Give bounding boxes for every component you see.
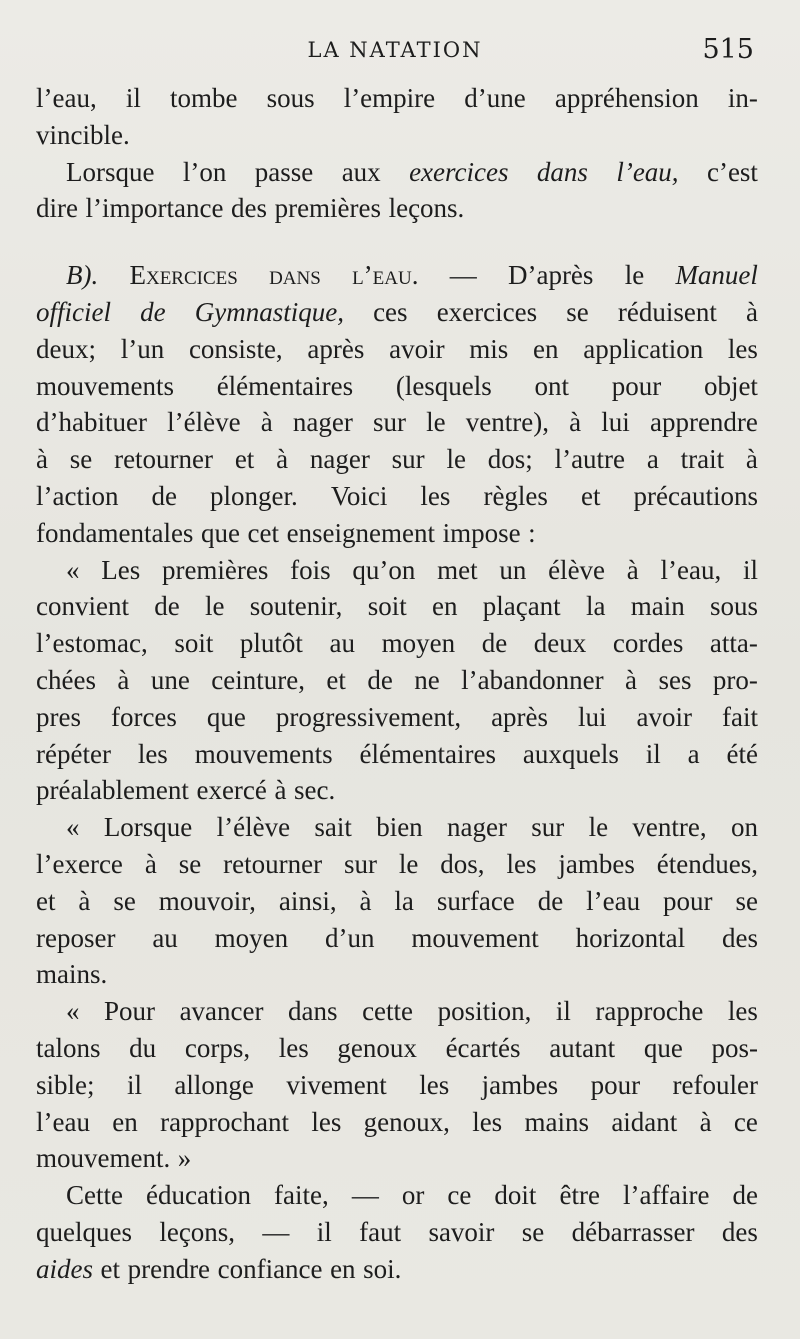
text-line: quelques leçons, — il faut savoir se débarrasser des: [36, 1216, 758, 1247]
text-line: officiel de Gymnastique, ces exercices se réduisent à: [36, 296, 758, 327]
text-line: d’habituer l’élève à nager sur le ventre), à lui apprendre: [36, 407, 758, 438]
text-line: vincible.: [36, 119, 130, 150]
text-line: B). Exercices dans l’eau. — D’après le Manuel: [66, 260, 758, 291]
text-line: Cette éducation faite, — or ce doit être l’affaire de: [66, 1180, 758, 1211]
text-line: mains.: [36, 959, 108, 990]
paragraph-gap: [36, 227, 758, 257]
text-line: « Les premières fois qu’on met un élève à l’eau, il: [66, 554, 758, 585]
text-line: l’exerce à se retourner sur le dos, les jambes étendues,: [36, 848, 758, 879]
text-line: « Pour avancer dans cette position, il rapproche les: [66, 996, 758, 1027]
text-line: aides et prendre confiance en soi.: [36, 1253, 402, 1284]
text-line: répéter les mouvements élémentaires auxquels il a été: [36, 738, 758, 769]
text-line: et à se mouvoir, ainsi, à la surface de l’eau pour se: [36, 885, 758, 916]
page-number: 515: [702, 34, 754, 65]
text-line: convient de le soutenir, soit en plaçant la main sous: [36, 591, 758, 622]
text-line: dire l’importance des premières leçons.: [36, 193, 465, 224]
text-line: deux; l’un consiste, après avoir mis en application les: [36, 333, 758, 364]
text-line: l’estomac, soit plutôt au moyen de deux cordes atta-: [36, 628, 758, 659]
text-line: talons du corps, les genoux écartés autant que pos-: [36, 1032, 758, 1063]
page-header: [36, 34, 754, 68]
text-line: mouvements élémentaires (lesquels ont pour objet: [36, 370, 758, 401]
text-line: sible; il allonge vivement les jambes pour refouler: [36, 1069, 758, 1100]
text-line: reposer au moyen d’un mouvement horizontal des: [36, 922, 758, 953]
text-line: fondamentales que cet enseignement impose :: [36, 517, 536, 548]
text-line: à se retourner et à nager sur le dos; l’autre a trait à: [36, 444, 758, 475]
text-line: l’action de plonger. Voici les règles et précautions: [36, 480, 758, 511]
text-line: « Lorsque l’élève sait bien nager sur le ventre, on: [66, 812, 758, 843]
text-line: pres forces que progressivement, après lui avoir fait: [36, 701, 758, 732]
text-line: Lorsque l’on passe aux exercices dans l’eau, c’est: [66, 156, 758, 187]
page-body-text: [36, 80, 758, 1288]
text-line: l’eau, il tombe sous l’empire d’une appréhension in-: [36, 83, 758, 113]
running-head: LA NATATION: [307, 38, 483, 62]
text-line: l’eau en rapprochant les genoux, les mains aidant à ce: [36, 1106, 758, 1137]
text-line: préalablement exercé à sec.: [36, 775, 336, 806]
text-line: chées à une ceinture, et de ne l’abandonner à ses pro-: [36, 664, 758, 695]
text-line: mouvement. »: [36, 1143, 192, 1174]
